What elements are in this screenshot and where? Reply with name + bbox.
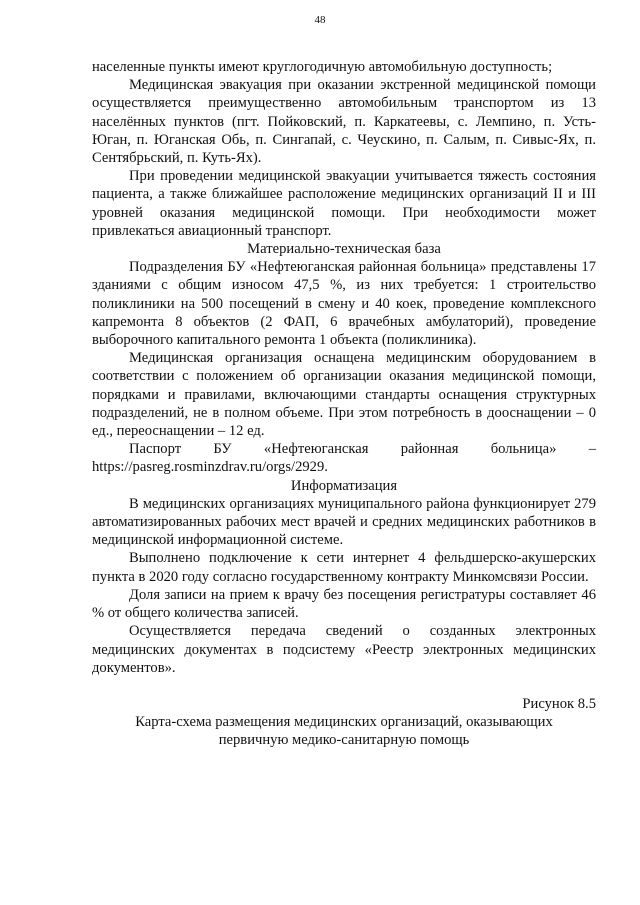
figure-caption-line-1: Карта-схема размещения медицинских организаций, оказывающих	[135, 714, 553, 731]
paragraph-passport-link: Паспорт БУ «Нефтеюганская районная больница» – https://pasreg.rosminzdrav.ru/orgs/2929.	[92, 441, 596, 476]
page-number: 48	[314, 14, 326, 26]
figure-label: Рисунок 8.5	[522, 695, 596, 712]
document-body	[92, 58, 596, 750]
section-heading-informatization: Информатизация	[290, 477, 398, 494]
paragraph-evacuation-conditions: При проведении медицинской эвакуации учитывается тяжесть состояния пациента, а также ближайшее расположение медицинских организаций II и III уровней оказания медицинской помощи. При необходимости может привлекаться авиационный транспорт.	[92, 168, 596, 239]
paragraph-buildings: Подразделения БУ «Нефтеюганская районная больница» представлены 17 зданиями с общим износом 47,5 %, из них требуется: 1 строительство поликлиники на 500 посещений в смену и 40 коек, проведение комплексного капремонта 8 объектов (2 ФАП, 6 врачебных амбулаторий), проведение выборочного капитального ремонта 1 объекта (поликлиника).	[92, 259, 596, 349]
paragraph-accessibility: населенные пункты имеют круглогодичную автомобильную доступность;	[92, 59, 553, 75]
paragraph-internet-connection: Выполнено подключение к сети интернет 4 фельдшерско-акушерских пункта в 2020 году согласно государственному контракту Минкомсвязи России.	[92, 550, 596, 585]
paragraph-online-appointments: Доля записи на прием к врачу без посещения регистратуры составляет 46 % от общего количества записей.	[92, 586, 596, 622]
section-heading-material-base: Материально-техническая база	[247, 241, 441, 258]
paragraph-workstations: В медицинских организациях муниципального района функционирует 279 автоматизированных рабочих мест врачей и средних медицинских работников в медицинской информационной системе.	[92, 495, 596, 549]
paragraph-equipment: Медицинская организация оснащена медицинским оборудованием в соответствии с положением об организации оказания медицинской помощи, порядками и правилами, включающими стандарты оснащения структурных подразделений, не в полном объеме. При этом потребность в дооснащении – 0 ед., переоснащении – 12 ед.	[92, 350, 596, 440]
figure-caption-line-2: первичную медико-санитарную помощь	[218, 732, 470, 749]
paragraph-document-registry: Осуществляется передача сведений о созданных электронных медицинских документах в подсистему «Реестр электронных медицинских документов».	[92, 623, 596, 676]
paragraph-medical-evacuation: Медицинская эвакуация при оказании экстренной медицинской помощи осуществляется преимущественно автомобильным транспортом из 13 населённых пунктов (пгт. Пойковский, п. Каркатеевы, с. Лемпино, п. Усть-Юган, п. Юганская Обь, п. Сингапай, с. Чеускино, п. Салым, п. Сивыс-Ях, п. Сентябрьский, п. Куть-Ях).	[92, 77, 596, 167]
